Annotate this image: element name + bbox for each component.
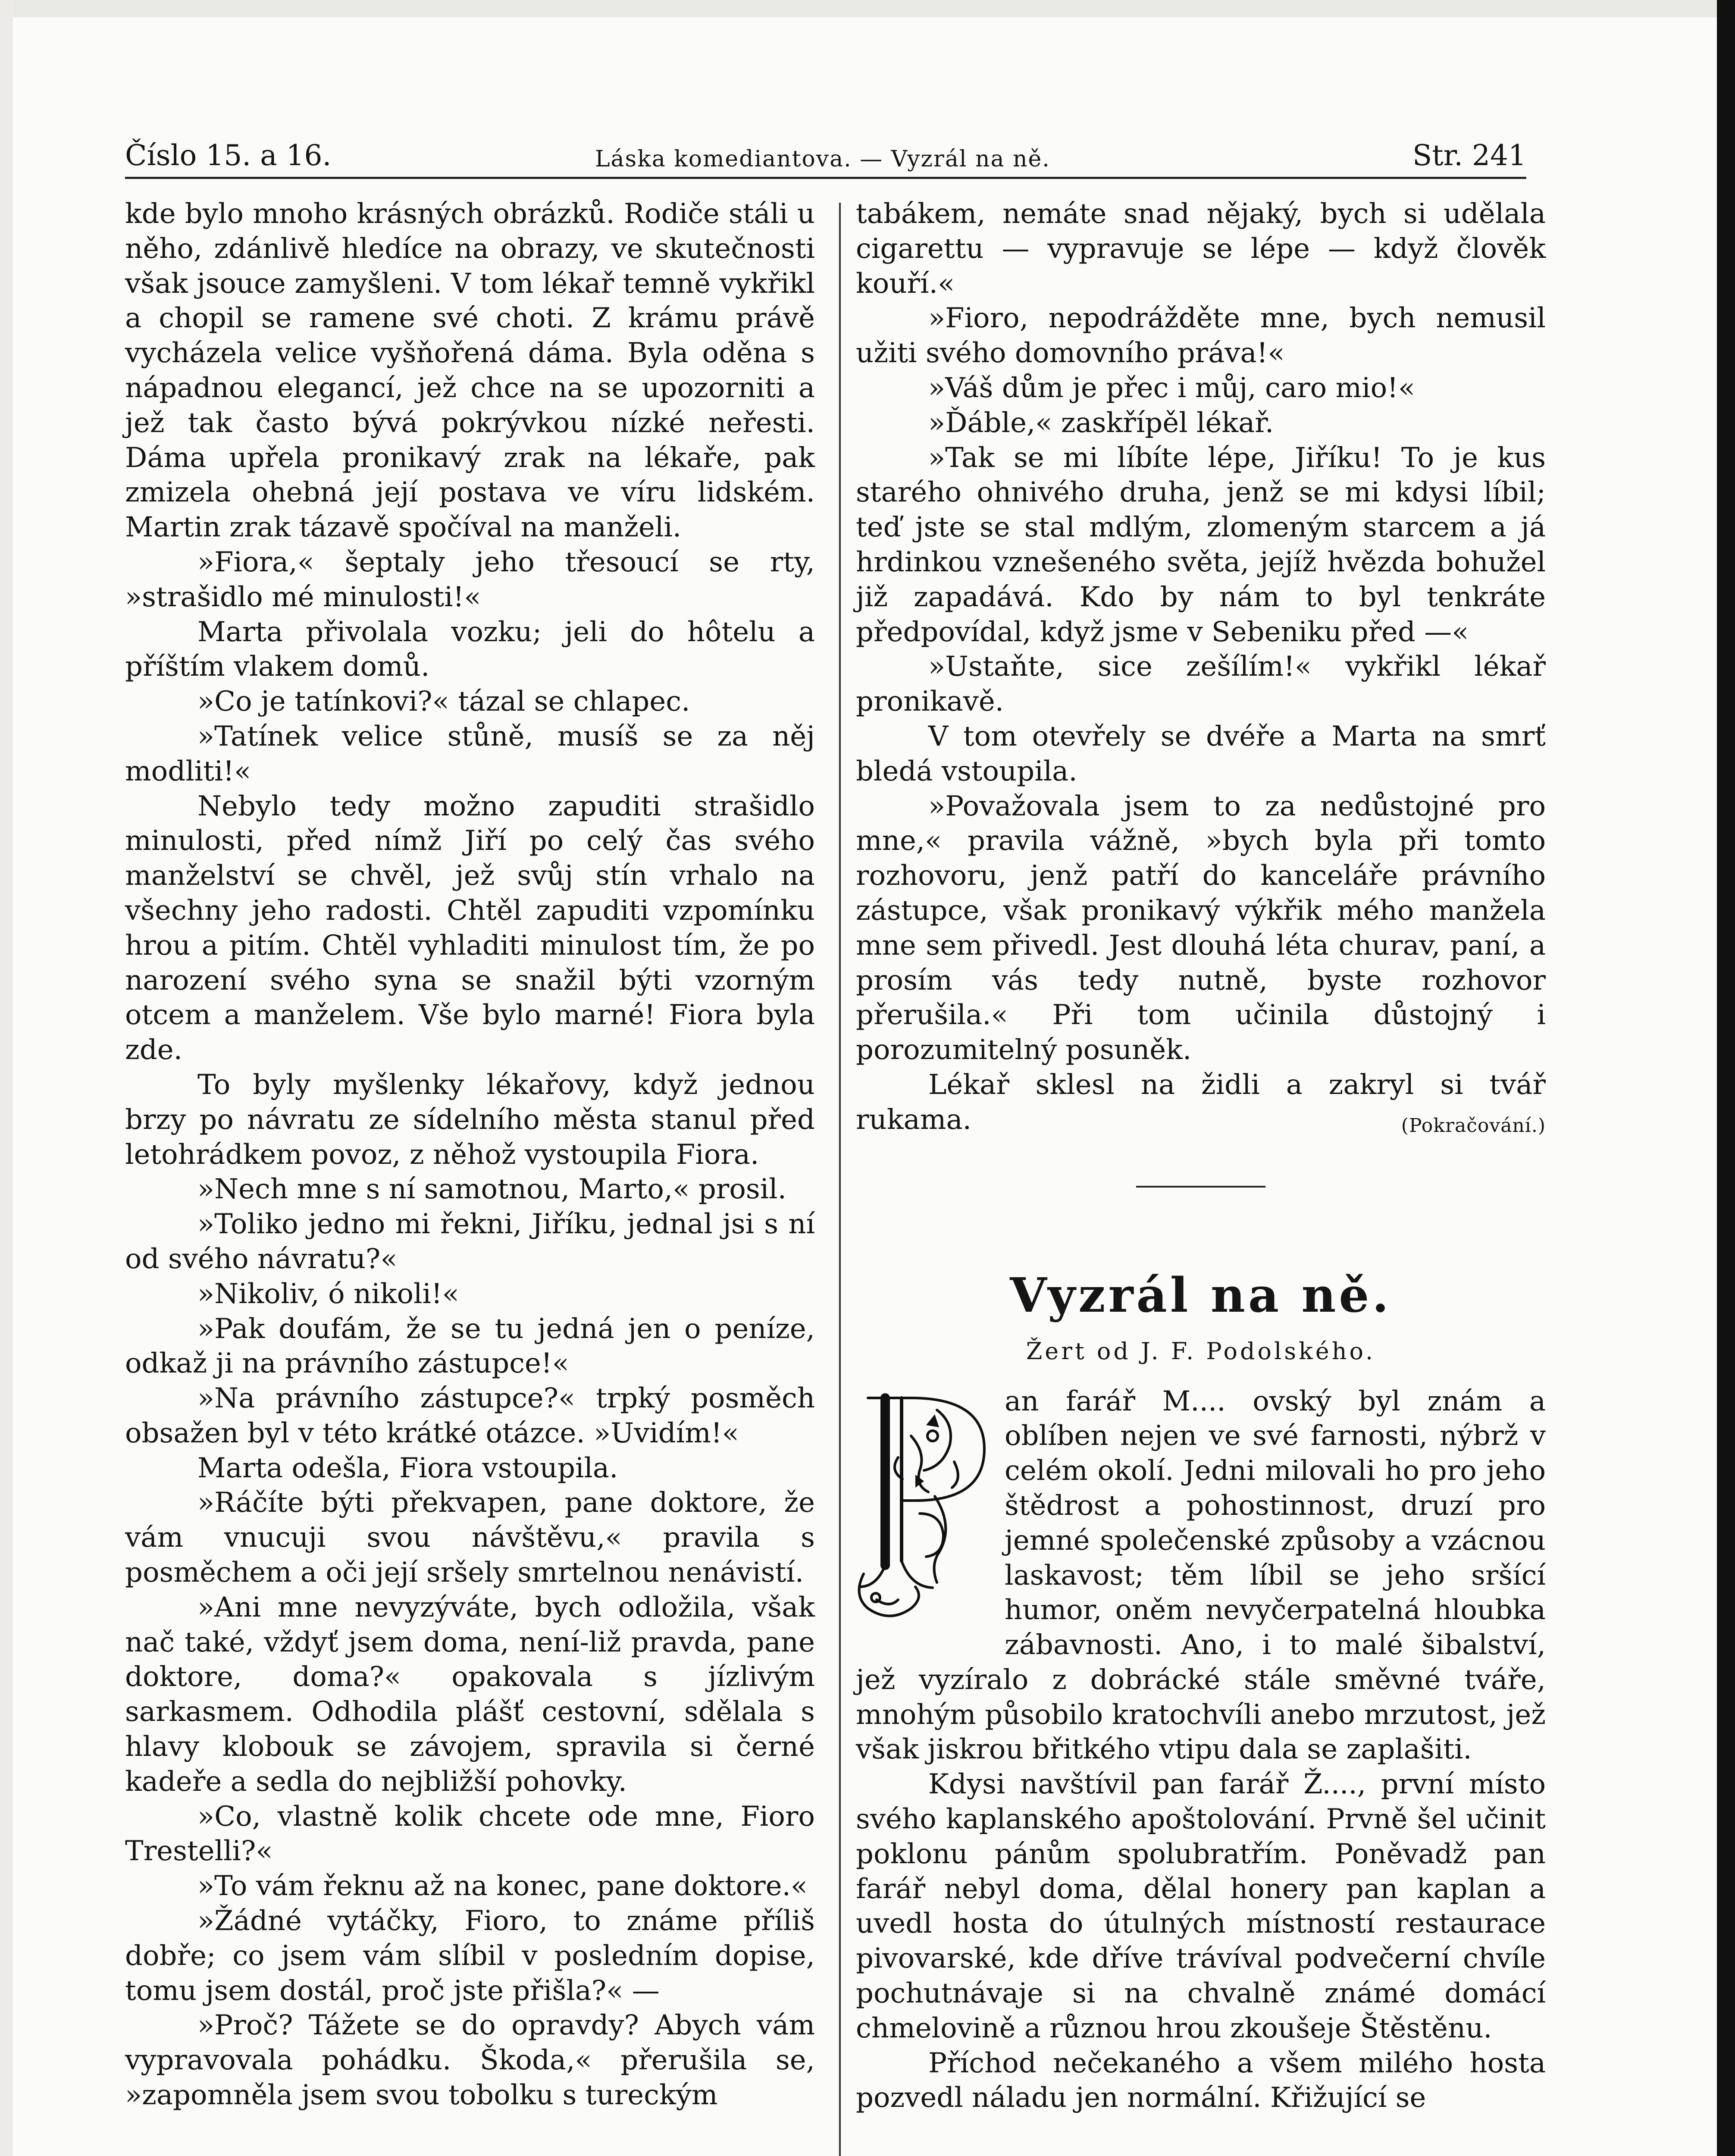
page-edge-top <box>0 0 1735 17</box>
paragraph: »Ráčíte býti překvapen, pane doktore, že vám vnucuji svou návštěvu,« pravila s posměchem a oči její sršely smrtelnou nenávistí. <box>125 1487 815 1589</box>
paragraph-with-continuation <box>856 1068 1546 1138</box>
paragraph: »Co je tatínkovi?« tázal se chlapec. <box>197 686 690 718</box>
paragraph: »Žádné vytáčky, Fioro, to známe příliš dobře; co jsem vám slíbil v posledním dopise, tomu jsem dostál, proč jste přišla?« — <box>125 1905 815 2007</box>
right-column <box>856 197 1546 2115</box>
paragraph: kde bylo mnoho krásných obrázků. Rodiče stáli u něho, zdánlivě hledíce na obrazy, ve skutečnosti však jsouce zamyšleni. V tom lékař temně vykřikl a chopil se ramene své choti. Z krámu právě vycházela velice vyšňořená dáma. Byla oděna s nápadnou elegancí, jež chce na se upozorniti a jež tak často bývá pokrývkou nízké neřesti. Dáma upřela pronikavý zrak na lékaře, pak zmizela ohebná její postava ve víru lidském. Martin zrak tázavě spočíval na manželi. <box>125 198 815 544</box>
running-header <box>125 127 1526 179</box>
paragraph: Kdysi navštívil pan farář Ž...., první místo svého kaplanského apoštolování. Prvně šel učinit poklonu pánům spolubratřím. Poněvadž pan farář nebyl doma, dělal honery pan kaplan a uvedl hosta do útulných místností restaurace pivovarské, kde dříve trávíval podvečerní chvíle pochutnávaje si na chvalně známé domácí chmelovině a různou hrou zkoušeje Štěstěnu. <box>856 1768 1546 2044</box>
story-title: Vyzrál na ně. <box>1010 1267 1392 1323</box>
paragraph: V tom otevřely se dvéře a Marta na smrť bledá vstoupila. <box>856 720 1546 787</box>
issue-number: Číslo 15. a 16. <box>125 139 332 172</box>
paragraph: »Ustaňte, sice zešílím!« vykřikl lékař pronikavě. <box>856 651 1546 718</box>
paragraph: »Toliko jedno mi řekni, Jiříku, jednal jsi s ní od svého návratu?« <box>125 1208 815 1275</box>
paragraph: »Fiora,« šeptaly jeho třesoucí se rty, »strašidlo mé minulosti!« <box>125 546 815 613</box>
paragraph: »Nikoliv, ó nikoli!« <box>197 1278 459 1310</box>
paragraph: Nebylo tedy možno zapuditi strašidlo minulosti, před nímž Jiří po celý čas svého manželství se chvěl, jež svůj stín vrhalo na všechny jeho radosti. Chtěl zapuditi vzpomínku hrou a pitím. Chtěl vyhladiti minulost tím, že po narození svého syna se snažil býti vzorným otcem a manželem. Vše bylo marné! Fiora byla zde. <box>125 790 815 1066</box>
running-title: Láska komediantova. — Vyzrál na ně. <box>595 146 1050 172</box>
paragraph: Příchod nečekaného a všem milého hosta pozvedl náladu jen normální. Křižující se <box>856 2047 1546 2114</box>
paragraph: »Na právního zástupce?« trpký posměch obsažen byl v této krátké otázce. »Uvidím!« <box>125 1382 815 1449</box>
paragraph: »Tatínek velice stůně, musíš se za něj modliti!« <box>125 720 815 787</box>
left-column <box>125 197 815 2113</box>
paragraph: an farář M.... ovský byl znám a oblíben nejen ve své farnosti, nýbrž v celém okolí. Jedni milovali ho pro jeho štědrost a pohostinnost, druzí pro jemné společenské způsoby a vzácnou laskavost; těm líbil se jeho sršící humor, oněm nevyčerpatelná hloubka zábavnosti. Ano, i to malé šibalství, jež vyzíralo z dobrácké stále směvné tváře, mnohým působilo kratochvíli anebo mrzutost, jež však jiskrou břitkého vtipu dala se zaplašiti. <box>856 1385 1546 1766</box>
paragraph: »Nech mne s ní samotnou, Marto,« prosil. <box>197 1173 786 1206</box>
paragraph: Marta přivolala vozku; jeli do hôtelu a příštím vlakem domů. <box>125 616 815 683</box>
column-rule <box>839 203 841 2156</box>
paragraph: »Považovala jsem to za nedůstojné pro mne,« pravila vážně, »bych byla při tomto rozhovoru, jenž patří do kanceláře právního zástupce, však pronikavý výkřik mého manžela mne sem přivedl. Jest dlouhá léta churav, paní, a prosím vás tedy nutně, byste rozhovor přerušila.« Při tom učinila důstojný i porozumitelný posuněk. <box>856 790 1546 1066</box>
paragraph: »Ďáble,« zaskřípěl lékař. <box>928 407 1274 439</box>
decorated-initial-p <box>851 1384 995 1630</box>
continued-note: (Pokračování.) <box>1401 1114 1546 1137</box>
paragraph: Marta odešla, Fiora vstoupila. <box>197 1452 618 1484</box>
page-edge-right <box>1717 0 1735 2156</box>
paragraph: To byly myšlenky lékařovy, když jednou brzy po návratu ze sídelního města stanul před letohrádkem povoz, z něhož vystoupila Fiora. <box>125 1069 815 1171</box>
paragraph: »Proč? Tážete se do opravdy? Abych vám vypravovala pohádku. Škoda,« přerušila se, »zapomněla jsem svou tobolku s tureckým <box>125 2009 815 2112</box>
paragraph: »Tak se mi líbíte lépe, Jiříku! To je kus starého ohnivého druha, jenž se mi kdysi líbil; teď jste se stal mdlým, zlomeným starcem a já hrdinkou vznešeného světa, jejíž hvězda bohužel již zapadává. Kdo by nám to byl tenkráte předpovídal, když jsme v Sebeniku před —« <box>856 442 1546 648</box>
section-separator <box>1136 1186 1265 1188</box>
paragraph: »To vám řeknu až na konec, pane doktore.« <box>197 1870 808 1902</box>
paragraph: tabákem, nemáte snad nějaký, bych si udělala cigarettu — vypravuje se lépe — když člověk kouří.« <box>856 198 1546 300</box>
paragraph: »Ani mne nevyzýváte, bych odložila, však nač také, vždyť jsem doma, není-liž pravda, pane doktore, doma?« opakovala s jízlivým sarkasmem. Odhodila plášť cestovní, sdělala s hlavy klobouk se závojem, spravila si černé kadeře a sedla do nejbližší pohovky. <box>125 1591 815 1798</box>
page-number: Str. 241 <box>1412 139 1526 172</box>
story-byline: Žert od J. F. Podolského. <box>1026 1337 1376 1365</box>
paragraph: Lékař sklesl na židli a zakryl si tvář rukama. <box>856 1069 1546 1136</box>
header-rule <box>125 177 1526 179</box>
page-edge-left <box>0 0 13 2156</box>
paragraph: »Pak doufám, že se tu jedná jen o peníze, odkaž ji na právního zástupce!« <box>125 1313 815 1380</box>
paragraph: »Fioro, nepodrážděte mne, bych nemusil užiti svého domovního práva!« <box>856 302 1546 370</box>
paragraph: »Co, vlastně kolik chcete ode mne, Fioro Trestelli?« <box>125 1800 815 1868</box>
paragraph: »Váš dům je přec i můj, caro mio!« <box>928 372 1416 404</box>
